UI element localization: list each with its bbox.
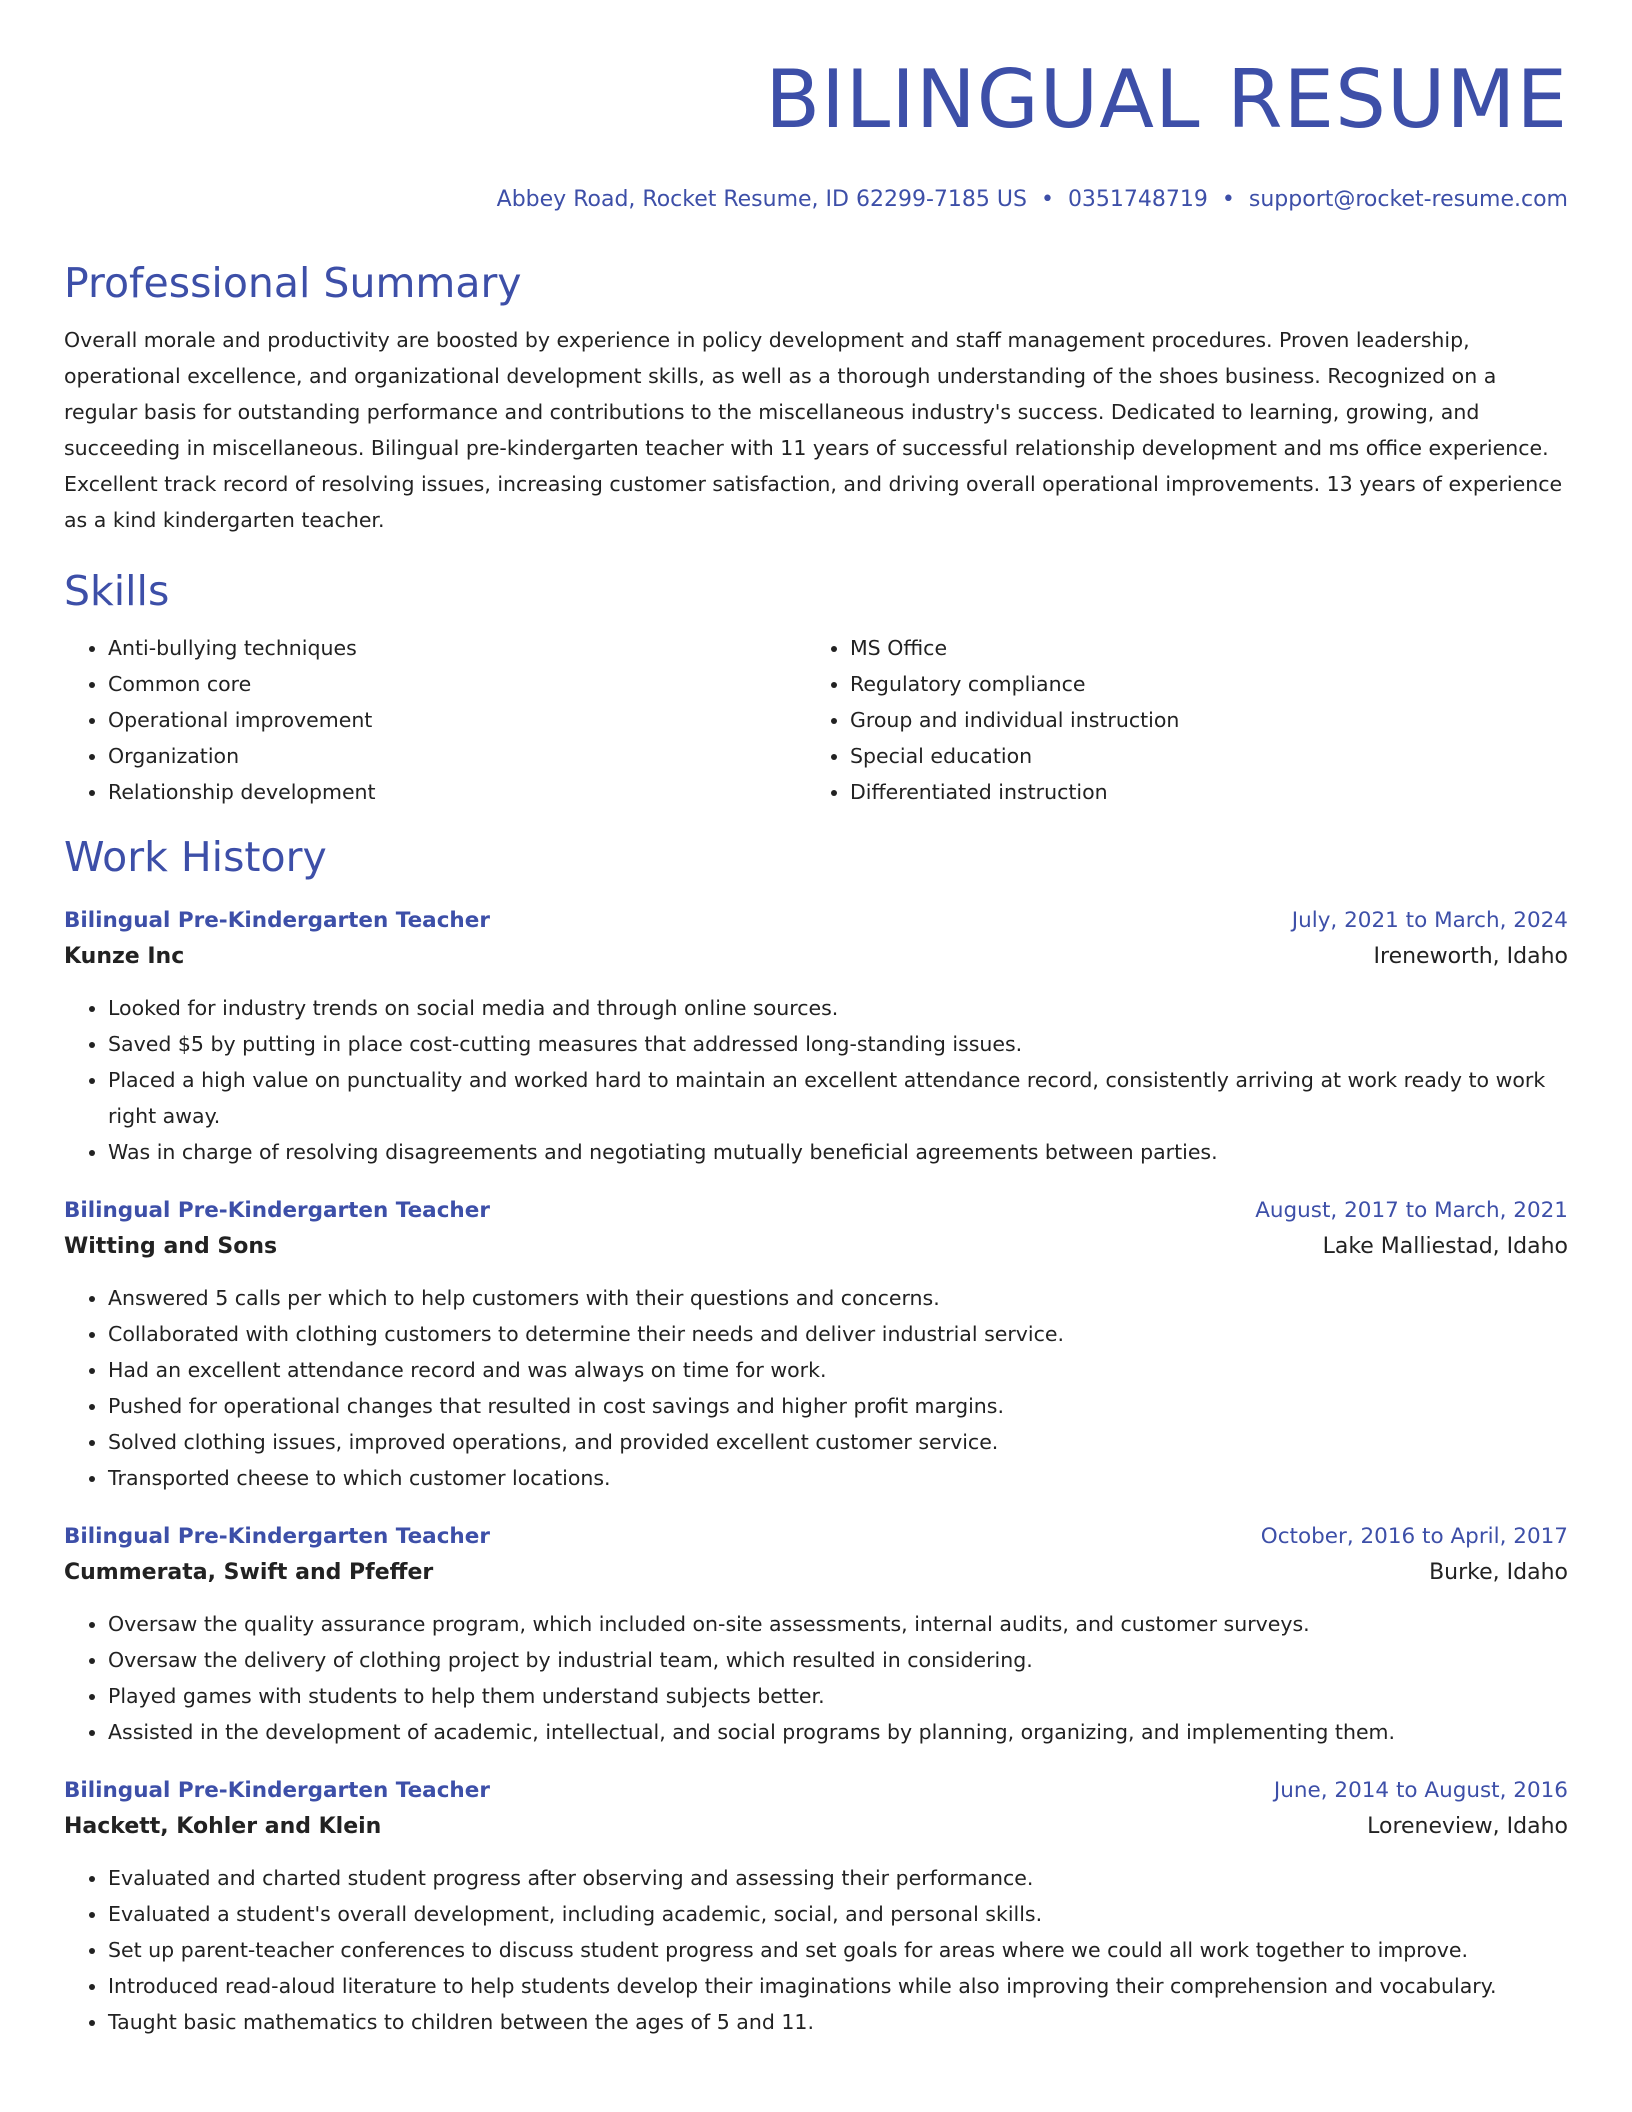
job-location: Loreneview, Idaho	[1367, 1814, 1568, 1839]
job-bullet: • Had an excellent attendance record and was always on time for work.	[108, 1352, 1568, 1388]
job-dates: October, 2016 to April, 2017	[1260, 1524, 1568, 1549]
job-bullet: • Taught basic mathematics to children between the ages of 5 and 11.	[108, 2004, 1568, 2040]
job-location: Ireneworth, Idaho	[1373, 944, 1568, 969]
skill-item: • Differentiated instruction	[850, 774, 1568, 810]
job-bullet: • Set up parent-teacher conferences to discuss student progress and set goals for areas where we could all work together to improve.	[108, 1932, 1568, 1968]
job-title: Bilingual Pre-Kindergarten Teacher	[64, 1778, 490, 1803]
summary-heading: Professional Summary	[64, 259, 522, 307]
job-entry	[64, 1774, 1568, 2040]
job-title: Bilingual Pre-Kindergarten Teacher	[64, 908, 490, 933]
job-bullets	[64, 1606, 1568, 1750]
job-bullets	[64, 1280, 1568, 1496]
contact-address: Abbey Road, Rocket Resume, ID 62299-7185 US	[496, 187, 1027, 212]
job-bullets	[64, 1860, 1568, 2040]
skill-item: • Operational improvement	[108, 702, 806, 738]
job-company: Kunze Inc	[64, 944, 185, 969]
job-dates: June, 2014 to August, 2016	[1273, 1778, 1568, 1803]
job-bullet: • Saved $5 by putting in place cost-cutting measures that addressed long-standing issues.	[108, 1026, 1568, 1062]
job-bullet: • Solved clothing issues, improved operations, and provided excellent customer service.	[108, 1424, 1568, 1460]
job-location: Burke, Idaho	[1429, 1560, 1568, 1585]
job-company: Hackett, Kohler and Klein	[64, 1814, 382, 1839]
skill-item: • Special education	[850, 738, 1568, 774]
job-bullet: • Introduced read-aloud literature to help students develop their imaginations while also improving their comprehension and vocabulary.	[108, 1968, 1568, 2004]
job-bullet: • Oversaw the quality assurance program, which included on-site assessments, internal audits, and customer surveys.	[108, 1606, 1568, 1642]
skills-list	[64, 630, 1568, 810]
skill-item: • Organization	[108, 738, 806, 774]
contact-separator: •	[1040, 187, 1054, 212]
skills-heading: Skills	[64, 567, 170, 615]
job-bullet: • Collaborated with clothing customers to determine their needs and deliver industrial service.	[108, 1316, 1568, 1352]
job-bullet: • Placed a high value on punctuality and worked hard to maintain an excellent attendance record, consistently arriving at work ready to work right away.	[108, 1062, 1568, 1134]
job-bullets	[64, 990, 1568, 1170]
skills-column-left	[64, 630, 806, 810]
job-bullet: • Evaluated and charted student progress after observing and assessing their performance.	[108, 1860, 1568, 1896]
contact-phone: 0351748719	[1067, 187, 1208, 212]
job-entry	[64, 1194, 1568, 1496]
work-history-heading: Work History	[64, 833, 327, 881]
job-dates: July, 2021 to March, 2024	[1291, 908, 1568, 933]
work-history-list	[64, 904, 1568, 2040]
job-entry	[64, 904, 1568, 1170]
skill-item: • Relationship development	[108, 774, 806, 810]
skill-item: • MS Office	[850, 630, 1568, 666]
skill-item: • Group and individual instruction	[850, 702, 1568, 738]
job-location: Lake Malliestad, Idaho	[1322, 1234, 1568, 1259]
contact-separator: •	[1221, 187, 1235, 212]
job-company: Cummerata, Swift and Pfeffer	[64, 1560, 434, 1585]
skills-column-right	[806, 630, 1568, 810]
job-bullet: • Oversaw the delivery of clothing project by industrial team, which resulted in considering.	[108, 1642, 1568, 1678]
job-bullet: • Was in charge of resolving disagreements and negotiating mutually beneficial agreements between parties.	[108, 1134, 1568, 1170]
contact-line	[64, 184, 1568, 216]
job-bullet: • Answered 5 calls per which to help customers with their questions and concerns.	[108, 1280, 1568, 1316]
summary-text: Overall morale and productivity are boosted by experience in policy development and staff management procedures. Proven leadership, operational excellence, and organizational development skills, as well as a thorough understanding of the shoes business. Recognized on a regular basis for outstanding performance and contributions to the miscellaneous industry's success. Dedicated to learning, growing, and succeeding in miscellaneous. Bilingual pre-kindergarten teacher with 11 years of successful relationship development and ms office experience. Excellent track record of resolving issues, increasing customer satisfaction, and driving overall operational improvements. 13 years of experience as a kind kindergarten teacher.	[64, 328, 1563, 532]
contact-email[interactable]: support@rocket-resume.com	[1248, 187, 1568, 212]
resume-header	[64, 52, 1568, 216]
job-bullet: • Played games with students to help them understand subjects better.	[108, 1678, 1568, 1714]
job-title: Bilingual Pre-Kindergarten Teacher	[64, 1524, 490, 1549]
job-bullet: • Looked for industry trends on social media and through online sources.	[108, 990, 1568, 1026]
skill-item: • Common core	[108, 666, 806, 702]
job-title: Bilingual Pre-Kindergarten Teacher	[64, 1198, 490, 1223]
job-company: Witting and Sons	[64, 1234, 278, 1259]
job-bullet: • Evaluated a student's overall development, including academic, social, and personal skills.	[108, 1896, 1568, 1932]
job-bullet: • Pushed for operational changes that resulted in cost savings and higher profit margins.	[108, 1388, 1568, 1424]
resume-title: BILINGUAL RESUME	[765, 53, 1568, 146]
job-bullet: • Transported cheese to which customer locations.	[108, 1460, 1568, 1496]
job-bullet: • Assisted in the development of academic, intellectual, and social programs by planning, organizing, and implementing them.	[108, 1714, 1568, 1750]
skill-item: • Regulatory compliance	[850, 666, 1568, 702]
job-dates: August, 2017 to March, 2021	[1255, 1198, 1568, 1223]
skill-item: • Anti-bullying techniques	[108, 630, 806, 666]
job-entry	[64, 1520, 1568, 1750]
